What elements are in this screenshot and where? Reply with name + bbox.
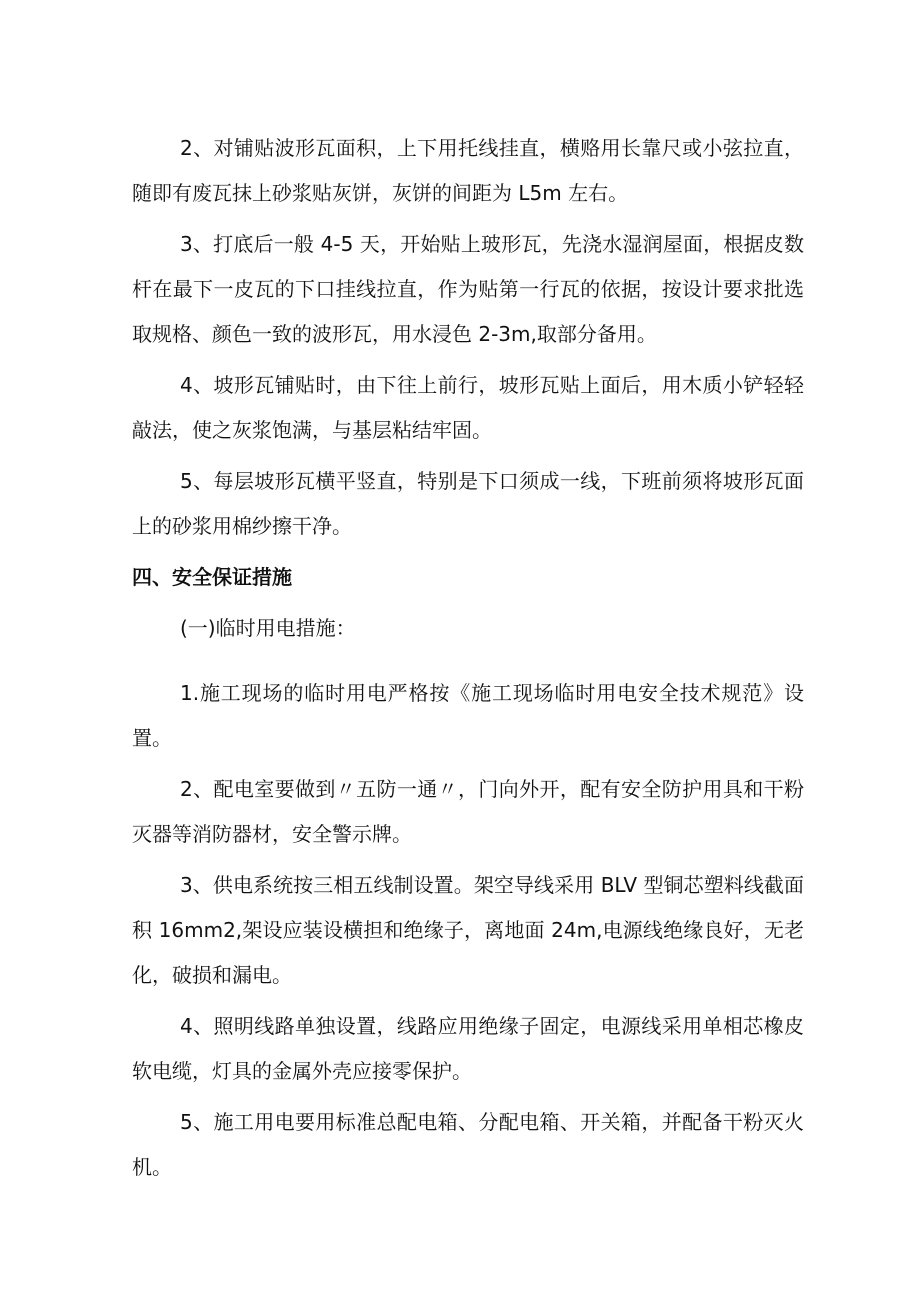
paragraph-item-4: 4、坡形瓦铺贴时，由下往上前行，坡形瓦贴上面后，用木质小铲轻轻敲法，使之灰浆饱满，与基层粘结牢固。 [132,373,804,442]
subsection-heading: (一)临时用电措施： [180,616,356,640]
measure-item-5: 5、施工用电要用标准总配电箱、分配电箱、开关箱，并配备干粉灭火机。 [132,1110,804,1179]
measure-item-1: 1.施工现场的临时用电严格按《施工现场临时用电安全技术规范》设置。 [132,681,804,750]
measure-item-4: 4、照明线路单独设置，线路应用绝缘子固定，电源线采用单相芯橡皮软电缆，灯具的金属外壳应接零保护。 [132,1014,804,1083]
paragraph-item-2: 2、对铺贴波形瓦面积，上下用托线挂直，横赂用长靠尺或小弦拉直，随即有废瓦抹上砂浆贴灰饼，灰饼的间距为 L5m 左右。 [132,136,804,205]
section-heading: 四、安全保证措施 [132,565,292,589]
measure-item-2: 2、配电室要做到〃五防一通〃，门向外开，配有安全防护用具和干粉灭器等消防器材，安全警示牌。 [132,777,804,846]
paragraph-item-5: 5、每层坡形瓦横平竖直，特别是下口须成一线，下班前须将坡形瓦面上的砂浆用棉纱擦干净。 [132,469,804,538]
document-body [132,126,804,1190]
measure-item-3: 3、供电系统按三相五线制设置。架空导线采用 BLV 型铜芯塑料线截面积 16mm2,架设应装设横担和绝缘子，离地面 24m,电源线绝缘良好，无老化，破损和漏电。 [132,873,804,987]
paragraph-item-3: 3、打底后一般 4-5 天，开始贴上玻形瓦，先浇水湿润屋面，根据皮数杆在最下一皮瓦的下口挂线拉直，作为贴第一行瓦的依据，按设计要求批选取规格、颜色一致的波形瓦，用水浸色 2-3m,取部分备用。 [132,232,804,346]
